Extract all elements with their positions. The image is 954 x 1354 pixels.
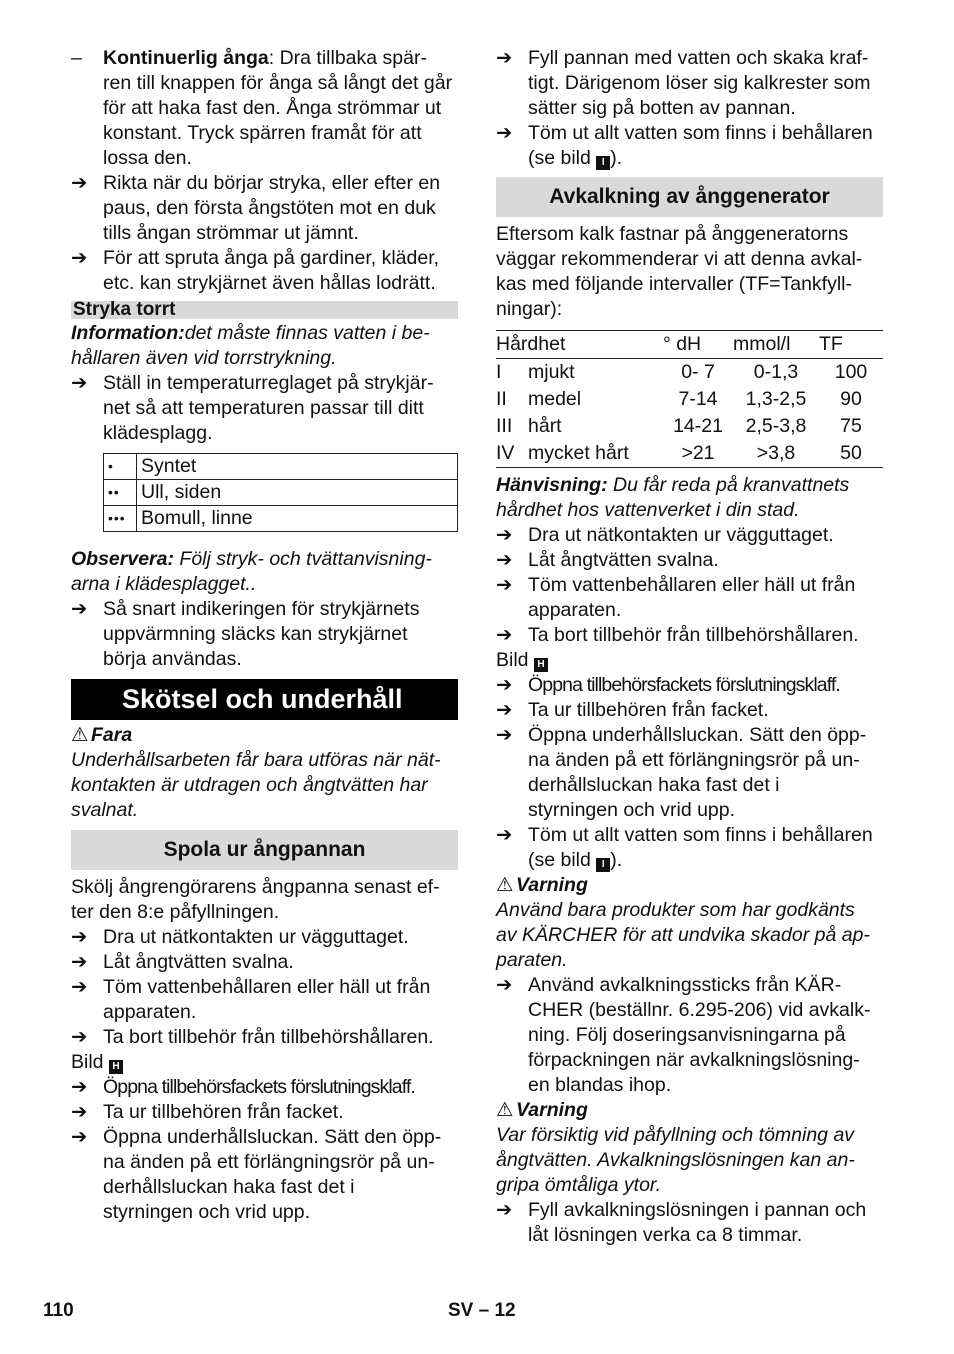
text-line: Ta bort tillbehör från tillbehörshållaren. [103,1026,434,1048]
text-line: Använd avkalkningssticks från KÄR- [528,974,842,996]
text-line: Ställ in temperaturreglaget på strykjär- [103,372,434,394]
figure-h-icon: H [109,1060,123,1074]
text-line: låt lösningen verka ca 8 timmar. [528,1224,803,1246]
hint-label: Hänvisning: [496,474,608,496]
text-line: apparaten. [103,1001,197,1023]
warning-label: Varning [516,874,588,896]
fabric-label: Ull, siden [137,480,458,506]
dot-symbol: ••• [104,506,137,532]
instruction-item [71,925,458,950]
cell-tf: 50 [840,442,862,464]
arrow-icon: ➔ [496,47,513,69]
instruction-item [71,171,458,246]
warning-icon: ⚠ [496,1099,514,1121]
text-line: hållaren även vid torrstrykning. [71,347,337,369]
continuous-steam-item [71,46,458,171]
text-line: net så att temperaturen passar till ditt [103,397,424,419]
figure-label: Bild [71,1051,104,1073]
warning-label: Varning [516,1099,588,1121]
text-line: ). [610,849,623,871]
continuous-steam-text [103,46,458,171]
text-line: Öppna underhållsluckan. Sätt den öpp- [103,1126,442,1148]
text-line: väggar rekommenderar vi att denna avkal- [496,248,863,270]
text-line: Låt ångtvätten svalna. [103,951,294,973]
observe-note [71,547,458,597]
text-line: apparaten. [528,599,622,621]
text-line: Underhållsarbeten får bara utföras när nät- [71,749,441,771]
instruction-item [71,1100,458,1125]
section-page-label: SV – 12 [448,1300,516,1321]
dot-symbol: • [104,454,137,480]
instruction-item [71,950,458,975]
text-line: paraten. [496,949,568,971]
instruction-item [71,597,458,672]
danger-label: Fara [91,724,133,746]
warning-text [496,898,883,973]
arrow-icon: ➔ [496,699,513,721]
text-line: lossa den. [103,147,192,169]
arrow-icon: ➔ [71,247,88,269]
text-line: sätter sig på botten av pannan. [528,97,796,119]
text-line: Ta ur tillbehören från facket. [103,1101,344,1123]
left-column [71,46,458,1225]
text-line: CHER (beställnr. 6.295-206) vid avkalk- [528,999,871,1021]
warning-label-line [496,873,883,898]
continuous-steam-label: Kontinuerlig ånga [103,47,269,69]
section-heading-descaling: Avkalkning av ånggenerator [496,177,883,217]
table-row [104,506,458,532]
text-line: (se bild [528,849,597,871]
cell-tf: 90 [840,388,862,410]
row-number: IV [496,442,515,464]
row-number: III [496,415,513,437]
arrow-icon: ➔ [71,1126,88,1148]
text-line: Ta bort tillbehör från tillbehörshållaren. [528,624,859,646]
text-line: Töm vattenbehållaren eller häll ut från [103,976,431,998]
cell-dh: 0- 7 [681,361,715,383]
instruction-item [496,573,883,623]
warning-label-line [496,1098,883,1123]
subheading-dry-ironing: Stryka torrt [71,301,458,319]
instruction-item [71,975,458,1025]
arrow-icon: ➔ [71,372,88,394]
cell-tf: 100 [834,361,868,383]
text-line: Rikta när du börjar stryka, eller efter en [103,172,441,194]
arrow-icon: ➔ [496,574,513,596]
fabric-label: Syntet [137,454,458,480]
text-line: Följ stryk- och tvättanvisning- [173,548,432,570]
danger-text [71,748,458,823]
cell-mmol: 2,5-3,8 [745,415,807,437]
text-line: svalnat. [71,799,139,821]
arrow-icon: ➔ [496,674,513,696]
instruction-item [496,548,883,573]
table-row [496,386,883,413]
instruction-item [71,371,458,446]
text-line: konstant. Tryck spärren framåt för att [103,122,422,144]
header-mmol: mmol/l [733,333,791,355]
text-line: derhållsluckan haka fast det i [528,774,780,796]
text-line: det måste finnas vatten i be- [184,322,430,344]
text-line: na änden på ett förlängningsrör på un- [103,1151,435,1173]
arrow-icon: ➔ [496,724,513,746]
dot-symbol: •• [104,480,137,506]
text-line: styrningen och vrid upp. [528,799,736,821]
temperature-dot-table [103,453,458,532]
text-line: Dra ut nätkontakten ur vägguttaget. [103,926,409,948]
row-number: I [496,361,502,383]
text-line: uppvärmning släcks kan strykjärnet [103,623,408,645]
row-label: mjukt [528,361,575,383]
flush-intro [71,875,458,925]
text-line: börja användas. [103,648,242,670]
text-line: Töm vattenbehållaren eller häll ut från [528,574,856,596]
figure-i-icon: I [596,156,610,170]
arrow-icon: ➔ [71,1101,88,1123]
text-line: (se bild [528,147,597,169]
cell-mmol: 0-1,3 [753,361,799,383]
figure-h-icon: H [534,658,548,672]
dash-marker: – [71,47,82,69]
descale-intro [496,222,883,322]
arrow-icon: ➔ [496,624,513,646]
text-line: ning. Följ doseringsanvisningarna på [528,1024,846,1046]
instruction-item [496,46,883,121]
text-line: gripa ömtåliga ytor. [496,1174,662,1196]
text-line: Öppna underhållsluckan. Sätt den öpp- [528,724,867,746]
table-row [104,480,458,506]
arrow-icon: ➔ [71,1076,88,1098]
text-line: Töm ut allt vatten som finns i behållaren [528,122,873,144]
instruction-item [496,723,883,823]
figure-reference [496,648,883,673]
text-line: tigt. Därigenom löser sig kalkrester som [528,72,871,94]
text-line: Fyll avkalkningslösningen i pannan och [528,1199,867,1221]
text-line: hårdhet hos vattenverket i din stad. [496,499,800,521]
arrow-icon: ➔ [71,976,88,998]
row-label: hårt [528,415,562,437]
arrow-icon: ➔ [496,122,513,144]
text-line: tills ångan strömmar ut jämnt. [103,222,359,244]
figure-i-icon: I [596,858,610,872]
arrow-icon: ➔ [496,549,513,571]
instruction-item [496,1198,883,1248]
cell-dh: >21 [681,442,715,464]
arrow-icon: ➔ [71,1026,88,1048]
table-row [104,454,458,480]
water-hardness-table [496,330,883,468]
arrow-icon: ➔ [496,824,513,846]
cell-dh: 7-14 [678,388,718,410]
text-line: kas med följande intervaller (TF=Tankfyll- [496,273,853,295]
section-heading-flush-boiler: Spola ur ångpannan [71,830,458,870]
text-line: Töm ut allt vatten som finns i behållaren [528,824,873,846]
text-line: Var försiktig vid påfyllning och tömning av [496,1124,855,1146]
instruction-item [71,1075,458,1100]
hint-note [496,473,883,523]
text-line: na änden på ett förlängningsrör på un- [528,749,860,771]
text-line: För att spruta ånga på gardiner, kläder, [103,247,440,269]
instruction-item [496,623,883,648]
text-line: kontakten är utdragen och ångtvätten har [71,774,428,796]
text-line: Öppna tillbehörsfackets förslutningsklaff. [528,674,840,696]
arrow-icon: ➔ [71,172,88,194]
table-row [496,359,883,387]
text-line: Använd bara produkter som har godkänts [496,899,855,921]
text-line: arna i klädesplagget.. [71,573,257,595]
information-note [71,321,458,371]
arrow-icon: ➔ [496,1199,513,1221]
cell-dh: 14-21 [673,415,723,437]
text-line: klädesplagg. [103,422,213,444]
arrow-icon: ➔ [496,524,513,546]
figure-label: Bild [496,649,529,671]
arrow-icon: ➔ [71,926,88,948]
text-line: ter den 8:e påfyllningen. [71,901,280,923]
header-hardness: Hårdhet [496,333,566,355]
text-line: etc. kan strykjärnet även hållas lodrätt. [103,272,436,294]
text-line: Ta ur tillbehören från facket. [528,699,769,721]
text-line: förpackningen när avkalkningslösning- [528,1049,860,1071]
instruction-item [496,121,883,171]
text-line: Du får reda på kranvattnets [607,474,850,496]
instruction-item [496,673,883,698]
text-line: Fyll pannan med vatten och skaka kraf- [528,47,869,69]
cell-mmol: >3,8 [756,442,796,464]
text-line: ångtvätten. Avkalkningslösningen kan an- [496,1149,855,1171]
danger-label-line [71,723,458,748]
arrow-icon: ➔ [71,598,88,620]
header-dh: ° dH [663,333,702,355]
text-line: Öppna tillbehörsfackets förslutningsklaff. [103,1076,415,1098]
text-line: av KÄRCHER för att undvika skador på ap- [496,924,870,946]
instruction-item [71,246,458,296]
row-number: II [496,388,507,410]
text-line: Eftersom kalk fastnar på ånggeneratorns [496,223,849,245]
table-header-row [496,331,883,359]
instruction-item [496,698,883,723]
cell-mmol: 1,3-2,5 [745,388,807,410]
table-row [496,440,883,468]
text-line: paus, den första ångstöten mot en duk [103,197,436,219]
figure-reference [71,1050,458,1075]
warning-text [496,1123,883,1198]
right-column [496,46,883,1248]
text-line: ). [610,147,623,169]
row-label: mycket hårt [528,442,629,464]
arrow-icon: ➔ [71,951,88,973]
text-line: en blandas ihop. [528,1074,672,1096]
text-line: Låt ångtvätten svalna. [528,549,719,571]
instruction-item [71,1125,458,1225]
header-tf: TF [819,333,843,355]
text-line: derhållsluckan haka fast det i [103,1176,355,1198]
warning-icon: ⚠ [71,724,89,746]
text-line: för att haka fast den. Ånga strömmar ut [103,97,442,119]
text-line: Skölj ångrengörarens ångpanna senast ef- [71,876,440,898]
arrow-icon: ➔ [496,974,513,996]
cell-tf: 75 [840,415,862,437]
fabric-label: Bomull, linne [137,506,458,532]
warning-icon: ⚠ [496,874,514,896]
text-line: styrningen och vrid upp. [103,1201,311,1223]
section-heading-care-maintenance: Skötsel och underhåll [71,679,458,720]
row-label: medel [528,388,582,410]
instruction-item [71,1025,458,1050]
table-row [496,413,883,440]
text-line: ren till knappen för ånga så långt det går [103,72,453,94]
text-line: Så snart indikeringen för strykjärnets [103,598,420,620]
instruction-item [496,523,883,548]
instruction-item [496,973,883,1098]
text-line: Dra ut nätkontakten ur vägguttaget. [528,524,834,546]
page-number: 110 [43,1300,74,1321]
text-line: : Dra tillbaka spär- [268,47,427,69]
observe-label: Observera: [71,548,174,570]
text-line: ningar): [496,298,563,320]
information-label: Information: [71,322,185,344]
instruction-item [496,823,883,873]
